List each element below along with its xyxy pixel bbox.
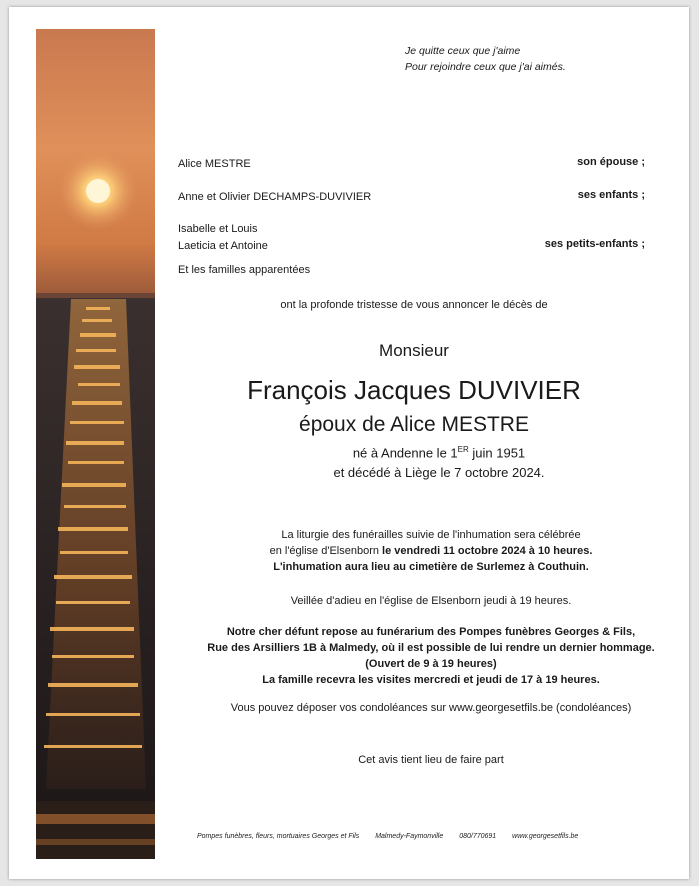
poem: [405, 43, 566, 75]
footer-website: www.georgesetfils.be: [512, 833, 579, 840]
obituary-page: [9, 7, 689, 879]
birth-sup: ER: [457, 445, 469, 454]
spouse-line: époux de Alice MESTRE: [299, 413, 529, 436]
sunset-sea-photo: [36, 29, 155, 859]
honorific: Monsieur: [379, 341, 449, 360]
ceremony-line: [164, 543, 698, 559]
family-relation: ses petits-enfants ;: [544, 238, 645, 250]
ceremony-line: La liturgie des funérailles suivie de l'inhumation sera célébrée: [281, 529, 581, 541]
footer-phone: 080/770691: [459, 833, 497, 840]
birth-line: [189, 445, 689, 460]
footer-location: Malmedy-Faymonville: [375, 833, 444, 840]
family-names: Anne et Olivier DECHAMPS-DUVIVIER: [178, 191, 372, 203]
poem-line: Pour rejoindre ceux que j'ai aimés.: [405, 61, 566, 73]
repose-info: [164, 624, 698, 688]
condolences-info: Vous pouvez déposer vos condoléances sur www.georgesetfils.be (condoléances): [230, 702, 632, 714]
footer-company: Pompes funèbres, fleurs, mortuaires Georges et Fils: [197, 833, 360, 840]
ceremony-date: le vendredi 11 octobre 2024 à 10 heures.: [382, 545, 593, 557]
deceased-name: François Jacques DUVIVIER: [247, 375, 581, 405]
family-names: Alice MESTRE: [178, 158, 251, 170]
family-names: Isabelle et Louis: [178, 223, 258, 235]
ceremony-place: en l'église d'Elsenborn: [269, 545, 383, 557]
family-names: Laeticia et Antoine: [178, 240, 268, 252]
burial-line: L'inhumation aura lieu au cimetière de Surlemez à Couthuin.: [273, 561, 589, 573]
sunset-image: [36, 29, 155, 859]
repose-line: Rue des Arsilliers 1B à Malmedy, où il est possible de lui rendre un dernier hommage.: [207, 642, 655, 654]
repose-line: Notre cher défunt repose au funérarium des Pompes funèbres Georges & Fils,: [226, 626, 636, 638]
vigil-info: Veillée d'adieu en l'église de Elsenborn jeudi à 19 heures.: [290, 595, 572, 607]
faire-part-note: Cet avis tient lieu de faire part: [358, 754, 504, 766]
family-relation: son épouse ;: [577, 156, 645, 168]
family-relation: ses enfants ;: [577, 189, 645, 201]
repose-line: (Ouvert de 9 à 19 heures): [365, 658, 497, 670]
poem-line: Je quitte ceux que j'aime: [405, 45, 521, 57]
repose-line: La famille recevra les visites mercredi et jeudi de 17 à 19 heures.: [262, 674, 600, 686]
birth-prefix: né à Andenne le 1: [352, 445, 458, 461]
footer: [197, 833, 592, 840]
death-line: et décédé à Liège le 7 octobre 2024.: [333, 465, 545, 480]
birth-suffix: juin 1951: [468, 445, 526, 461]
family-names: Et les familles apparentées: [178, 264, 311, 276]
ceremony-info: [164, 527, 698, 575]
announcement: ont la profonde tristesse de vous annoncer le décès de: [280, 299, 548, 311]
